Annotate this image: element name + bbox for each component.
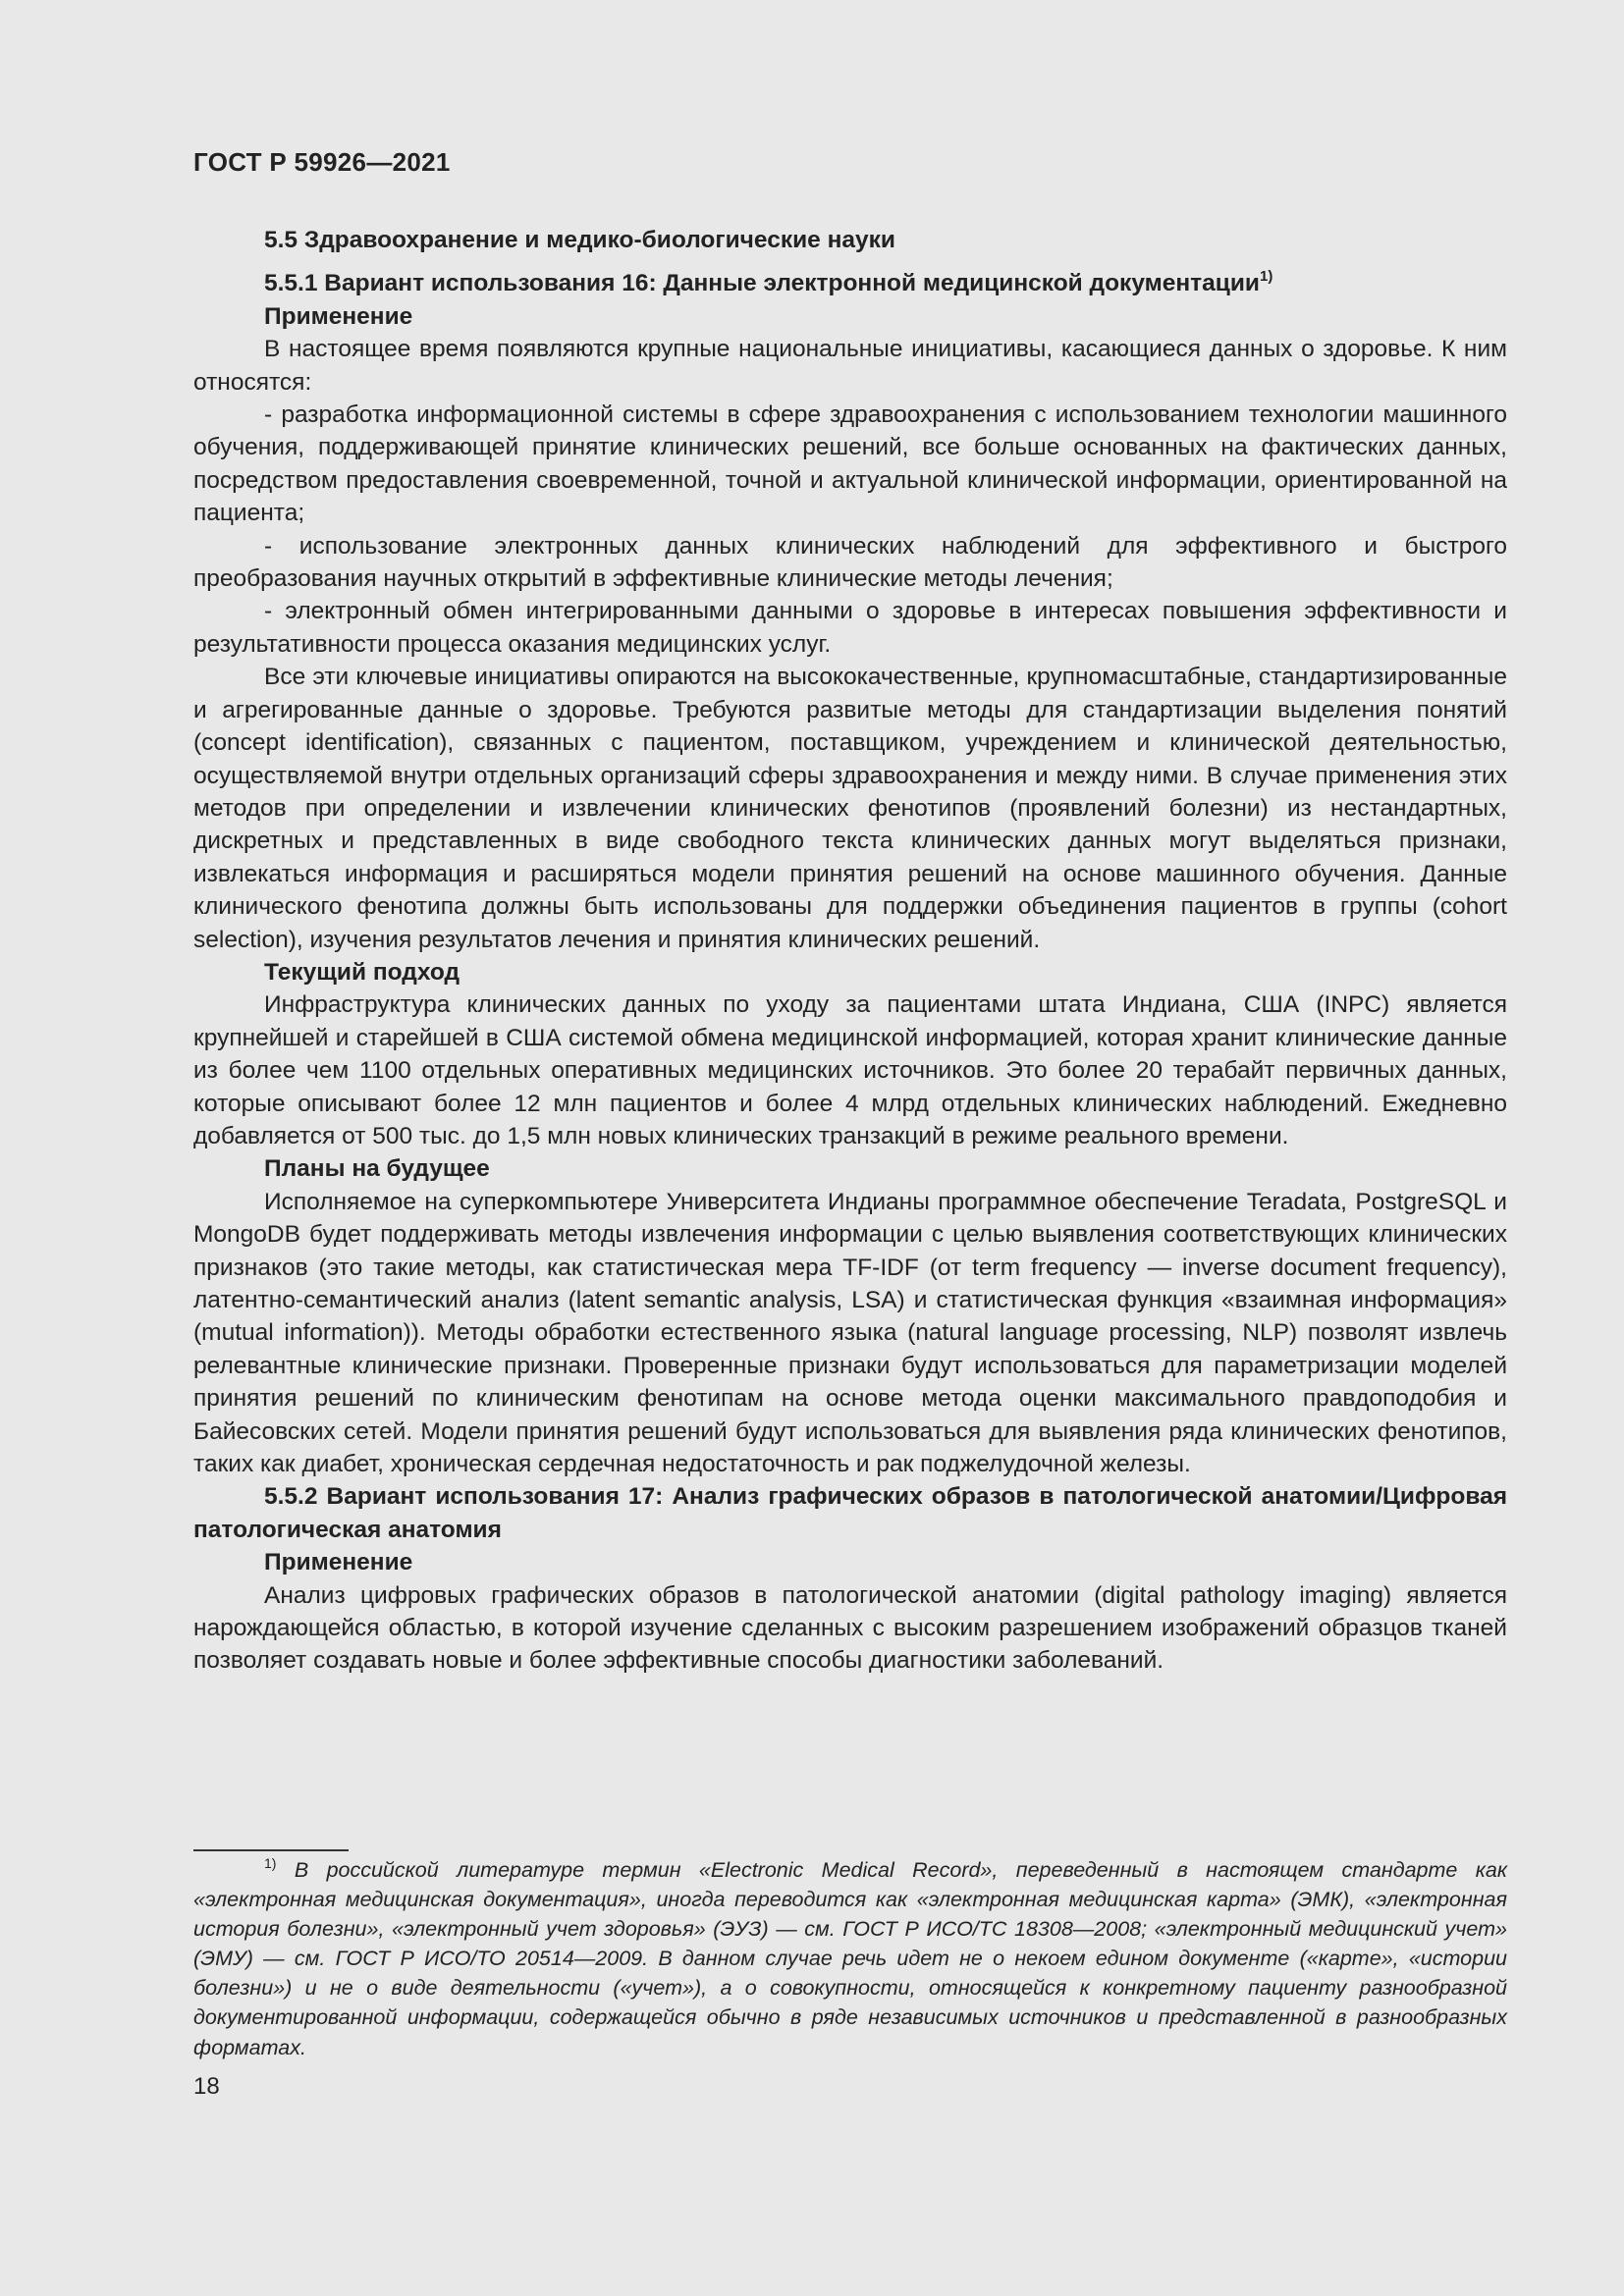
- paragraph: Инфраструктура клинических данных по уходу за пациентами штата Индиана, США (INPC) является крупнейшей и старейшей в США системой обмена медицинской информацией, которая хранит клинические данные из более чем 1100 отдельных оперативных медицинских источников. Это более 20 терабайт первичных данных, которые описывают более 12 млн пациентов и более 4 млрд отдельных клинических наблюдений. Ежедневно добавляется от 500 тыс. до 1,5 млн новых клинических транзакций в режиме реального времени.: [193, 991, 1507, 1149]
- document-page: [193, 0, 1507, 2296]
- paragraph: В настоящее время появляются крупные национальные инициативы, касающиеся данных о здоровье. К ним относятся:: [193, 336, 1507, 396]
- footnote-text: В российской литературе термин «Electronic Medical Record», переведенный в настоящем стандарте как «электронная медицинская документация», иногда переводится как «электронная медицинская карта» (ЭМК), «электронная история болезни», «электронный учет здоровья» (ЭУЗ) — см. ГОСТ Р ИСО/ТС 18308—2008; «электронный медицинский учет» (ЭМУ) — см. ГОСТ Р ИСО/ТО 20514—2009. В данном случае речь идет не о некоем едином документе («карте», «истории болезни») и не о виде деятельности («учет»), а о совокупности, относящейся к конкретному пациенту разнообразной документированной информации, содержащейся обычно в ряде независимых источников и представленной в разнообразных форматах.: [193, 1858, 1507, 2059]
- section-title: 5.5 Здравоохранение и медико-биологические науки: [264, 227, 895, 253]
- use-case-17-application-heading: Применение: [264, 1549, 413, 1576]
- paragraph: Анализ цифровых графических образов в патологической анатомии (digital pathology imaging) является нарождающейся областью, в которой изучение сделанных с высоким разрешением изображений образцов тканей позволяет создавать новые и более эффективные способы диагностики заболеваний.: [193, 1581, 1507, 1675]
- list-item: - электронный обмен интегрированными данными о здоровье в интересах повышения эффективности и результативности процесса оказания медицинских услуг.: [193, 598, 1507, 658]
- document-header: ГОСТ Р 59926—2021: [193, 147, 451, 177]
- use-case-17-title: 5.5.2 Вариант использования 17: Анализ графических образов в патологической анатомии/Цифровая патологическая анатомия: [193, 1483, 1507, 1543]
- page-number: 18: [193, 2073, 220, 2100]
- footnote-reference[interactable]: 1): [1259, 268, 1273, 286]
- use-case-16-title-text: 5.5.1 Вариант использования 16: Данные электронной медицинской документации: [264, 270, 1260, 297]
- footnote: [193, 1855, 1507, 2062]
- use-case-16-title: [193, 267, 1507, 299]
- use-case-16-application-heading: Применение: [264, 302, 413, 330]
- use-case-16-current-heading: Текущий подход: [264, 958, 460, 986]
- list-item: - использование электронных данных клинических наблюдений для эффективного и быстрого преобразования научных открытий в эффективные клинические методы лечения;: [193, 532, 1507, 593]
- use-case-16-plans-heading: Планы на будущее: [264, 1155, 490, 1183]
- paragraph: Исполняемое на суперкомпьютере Университета Индианы программное обеспечение Teradata, PostgreSQL и MongoDB будет поддерживать методы извлечения информации с целью выявления соответствующих клинических признаков (это такие методы, как статистическая мера TF-IDF (от term frequency — inverse document frequency), латентно-семантический анализ (latent semantic analysis, LSA) и статистическая функция «взаимная информация» (mutual information)). Методы обработки естественного языка (natural language processing, NLP) позволят извлечь релевантные клинические признаки. Проверенные признаки будут использоваться для параметризации моделей принятия решений по клиническим фенотипам на основе метода оценки максимального правдоподобия и Байесовских сетей. Модели принятия решений будут использоваться для выявления ряда клинических фенотипов, таких как диабет, хроническая сердечная недостаточность и рак поджелудочной железы.: [193, 1188, 1507, 1478]
- document-body: [193, 224, 1507, 1678]
- footnote-divider: [193, 1849, 349, 1851]
- paragraph: Все эти ключевые инициативы опираются на высококачественные, крупномасштабные, стандартизированные и агрегированные данные о здоровье. Требуются развитые методы для стандартизации выделения понятий (concept identification), связанных с пациентом, поставщиком, учреждением и клинической деятельностью, осуществляемой внутри отдельных организаций сферы здравоохранения и между ними. В случае применения этих методов при определении и извлечении клинических фенотипов (проявлений болезни) из нестандартных, дискретных и представленных в виде свободного текста клинических данных могут выделяться признаки, извлекаться информация и расширяться модели принятия решений на основе машинного обучения. Данные клинического фенотипа должны быть использованы для поддержки объединения пациентов в группы (cohort selection), изучения результатов лечения и принятия клинических решений.: [193, 664, 1507, 953]
- footnote-mark: 1): [264, 1855, 277, 1871]
- list-item: - разработка информационной системы в сфере здравоохранения с использованием технологии машинного обучения, поддерживающей принятие клинических решений, все больше основанных на фактических данных, посредством предоставления своевременной, точной и актуальной клинической информации, ориентированной на пациента;: [193, 401, 1507, 527]
